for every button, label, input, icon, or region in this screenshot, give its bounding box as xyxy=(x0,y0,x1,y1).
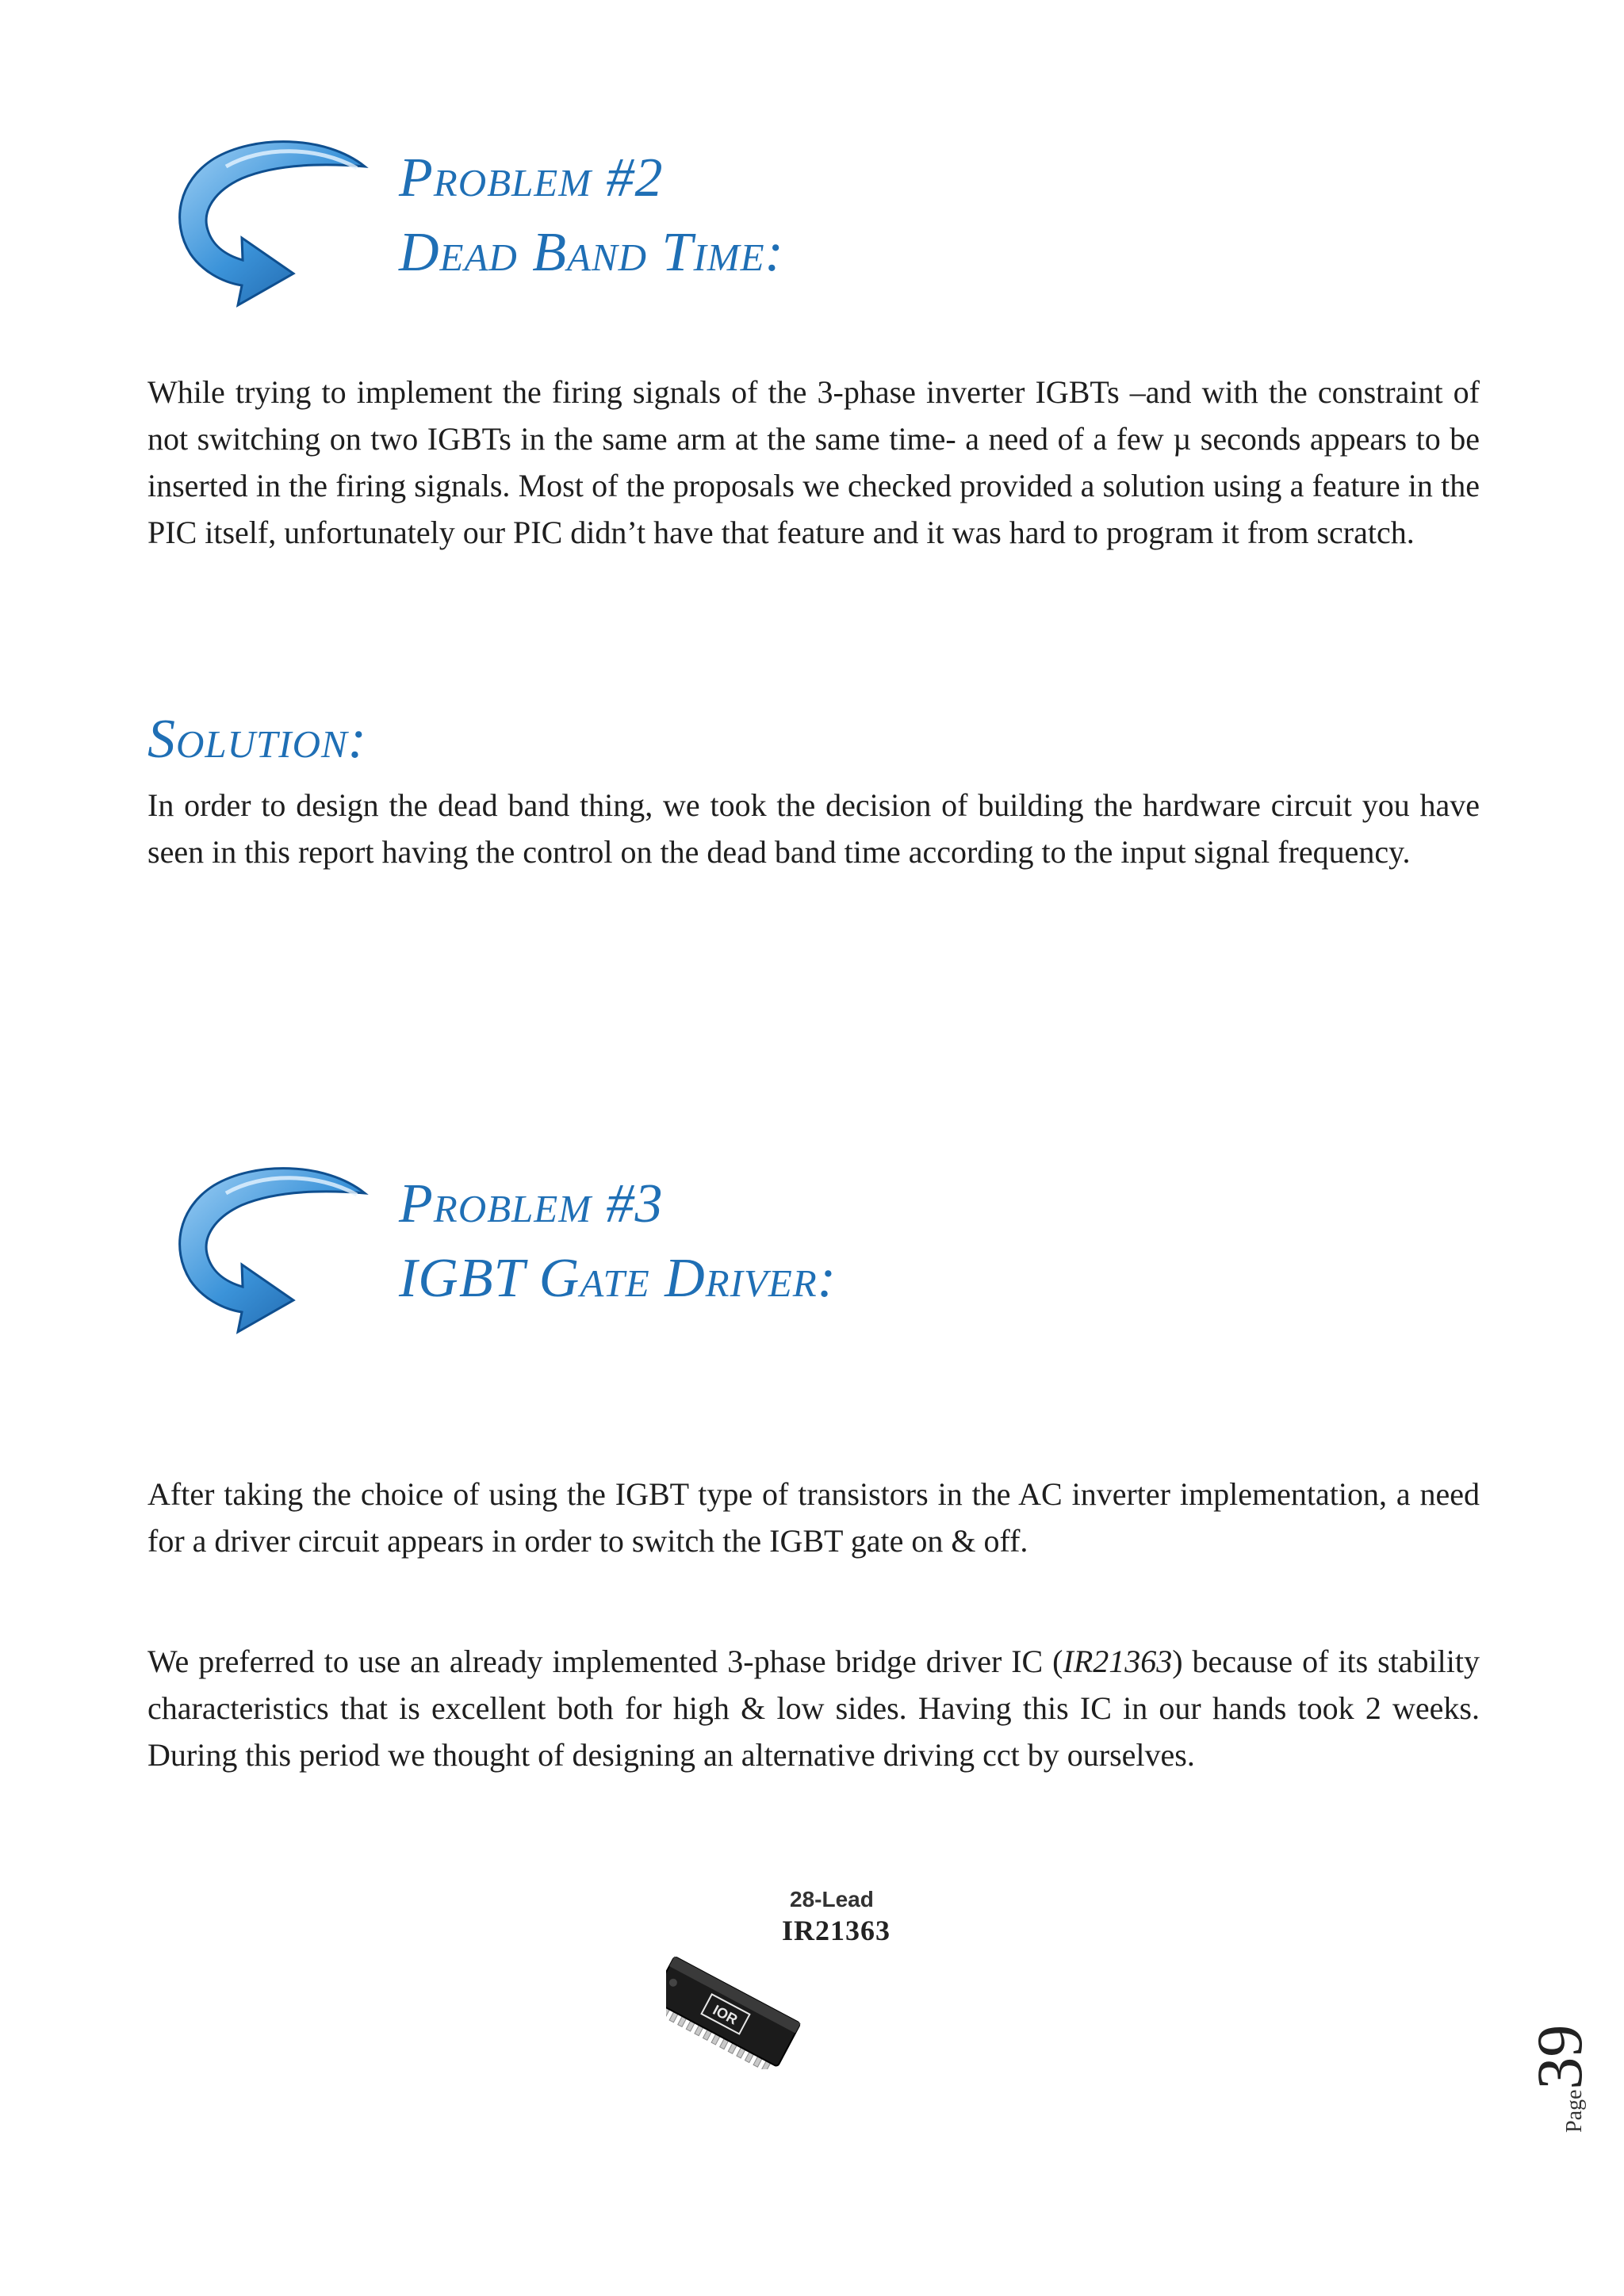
page-word: Page xyxy=(1562,2089,1587,2133)
problem3-heading-line1: Problem #3 xyxy=(399,1173,664,1234)
solution-heading xyxy=(147,702,367,777)
solution-heading-text: Solution: xyxy=(147,709,367,770)
chip-part-label: IR21363 xyxy=(782,1915,891,1946)
problem3-heading-line2: IGBT Gate Driver: xyxy=(399,1248,837,1309)
problem3-heading xyxy=(399,1167,837,1316)
chip-lead-label: 28-Lead xyxy=(790,1887,874,1911)
problem2-heading xyxy=(399,141,784,290)
curved-arrow-icon xyxy=(167,1161,373,1336)
curved-arrow-icon xyxy=(167,135,373,309)
page-number xyxy=(1522,1982,1610,2133)
paragraph-text: ) because of its stability characteristics that is excellent both for high & low sides. Having this IC in our hands took 2 weeks. During this period we thought of designing an alternative driving cct by ourselves. xyxy=(147,1644,1480,1773)
problem2-paragraph: While trying to implement the firing signals of the 3-phase inverter IGBTs –and with the constraint of not switching on two IGBTs in the same arm at the same time- a need of a few µ seconds appears to be inserted in the firing signals. Most of the proposals we checked provided a solution using a feature in the PIC itself, unfortunately our PIC didn’t have that feature and it was hard to program it from scratch. xyxy=(147,374,1480,550)
solution-paragraph: In order to design the dead band thing, we took the decision of building the hardware circuit you have seen in this report having the control on the dead band time according to the input signal frequency. xyxy=(147,787,1480,870)
problem2-heading-line2: Dead Band Time: xyxy=(399,222,784,283)
paragraph-text: We preferred to use an already implemented 3-phase bridge driver IC ( xyxy=(147,1644,1063,1679)
chip-logo-text: IOR xyxy=(710,2001,741,2028)
problem2-heading-line1: Problem #2 xyxy=(399,147,664,209)
problem3-paragraph-1: After taking the choice of using the IGBT type of transistors in the AC inverter implementation, a need for a driver circuit appears in order to switch the IGBT gate on & off. xyxy=(147,1476,1480,1559)
page-number-value: 39 xyxy=(1523,2024,1595,2090)
problem3-paragraph-2 xyxy=(147,1638,1480,1778)
part-number: IR21363 xyxy=(1063,1644,1173,1679)
